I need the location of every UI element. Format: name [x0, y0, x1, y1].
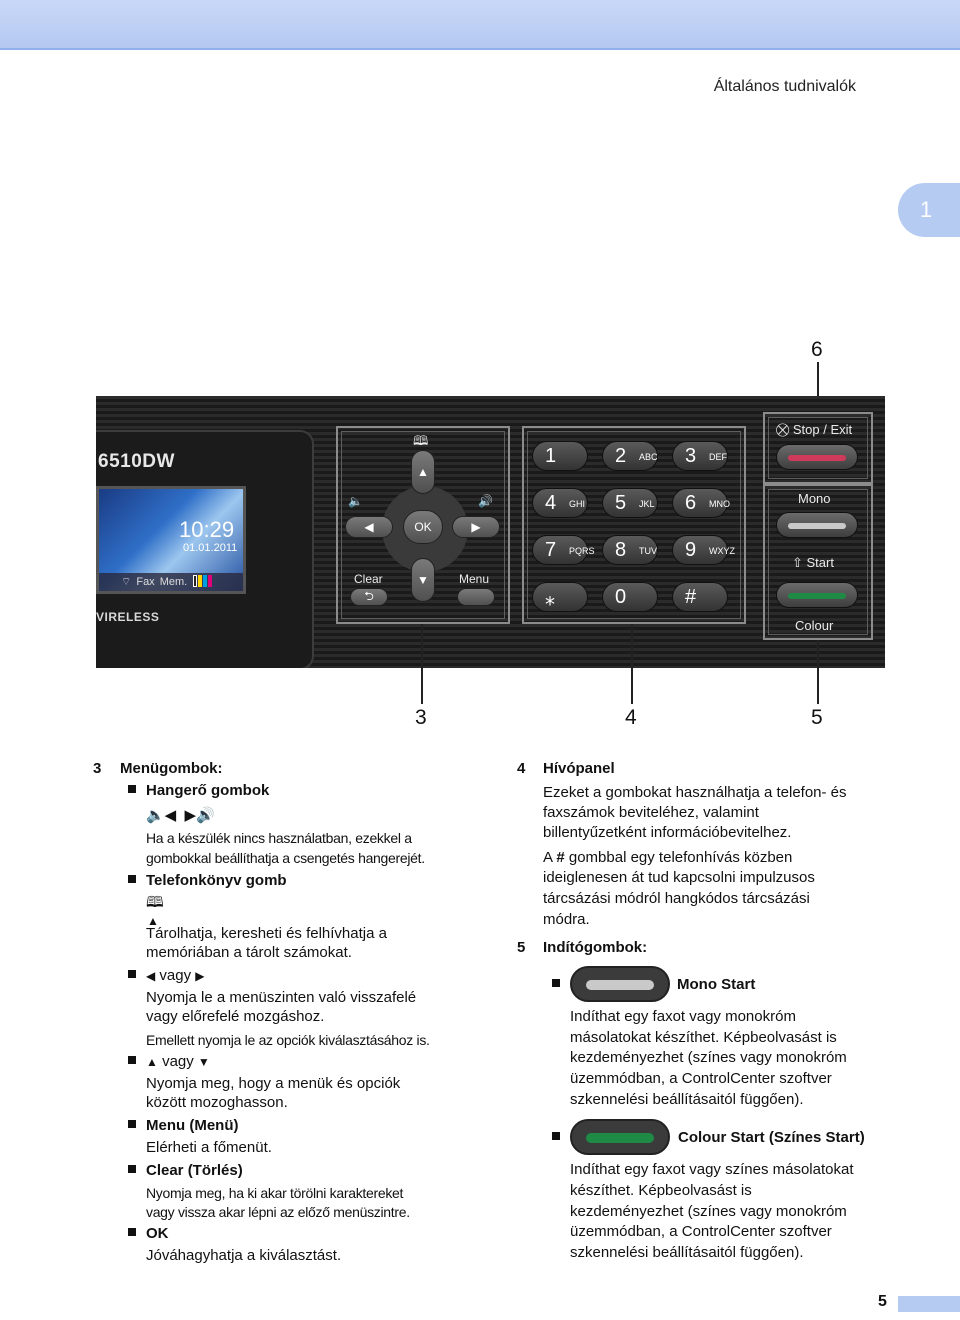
volume-icons: 🔈◀ ▶🔊 [146, 807, 215, 824]
lcd-fax-label: Fax [136, 576, 155, 588]
lcd-date: 01.01.2011 [183, 542, 238, 554]
model-label: 6510DW [98, 451, 175, 472]
s4-desc-2: faxszámok beviteléhez, valamint [543, 804, 759, 821]
mono-label: Mono [798, 491, 831, 506]
s4-desc-4: A # gombbal egy telefonhívás közben [543, 849, 793, 866]
keypad-key-2[interactable] [602, 441, 658, 471]
keypad-key-letters: PQRS [569, 546, 595, 556]
down-button[interactable]: ▼ [411, 558, 435, 602]
lcd-time: 10:29 [179, 517, 235, 542]
leftright-desc-3: Emellett nyomja le az opciók kiválasztásához is. [146, 1032, 430, 1048]
wireless-label: VIRELESS [96, 610, 160, 624]
colour-desc-1: Indíthat egy faxot vagy színes másolatokat [570, 1161, 854, 1178]
callout-4-line [631, 624, 633, 704]
right-button[interactable]: ▶ [452, 516, 500, 538]
keypad-key-1[interactable] [532, 441, 588, 471]
s4-desc-3: billentyűzetként információbevitelhez. [543, 824, 792, 841]
ok-item: OK [128, 1224, 169, 1244]
lcd-screen [96, 486, 246, 594]
updown-desc-2: között mozoghasson. [146, 1094, 288, 1111]
keypad-key-9[interactable] [672, 535, 735, 565]
clear-label: Clear [354, 572, 383, 586]
volume-desc-2: gombokkal beállíthatja a csengetés hangerejét. [146, 850, 425, 866]
keypad-key-number: 2 [615, 445, 627, 467]
s4-desc-6: tárcsázási módról hangkódos tárcsázási [543, 890, 810, 907]
keypad-key-number: # [685, 586, 697, 608]
colour-label: Colour [795, 618, 834, 633]
colour-bullet [552, 1128, 570, 1148]
ok-button[interactable]: OK [403, 510, 443, 544]
phonebook-desc-1: Tárolhatja, keresheti és felhívhatja a [146, 925, 387, 942]
page-number: 5 [878, 1293, 887, 1310]
callout-4: 4 [625, 706, 637, 729]
clear-desc-2: vagy vissza akar lépni az előző menüszintre. [146, 1204, 410, 1220]
keypad-key-12[interactable] [672, 582, 728, 612]
menu-button[interactable] [457, 588, 495, 606]
page-header-title: Általános tudnivalók [713, 78, 856, 95]
volume-desc-1: Ha a készülék nincs használatban, ezekkel a [146, 830, 412, 846]
keypad-key-5[interactable] [602, 488, 658, 518]
right-arrow-icon: ▶ [195, 969, 205, 983]
down-arrow-icon: ▼ [197, 1055, 210, 1069]
volume-down-icon: 🔈 [348, 494, 363, 508]
callout-6: 6 [811, 338, 823, 361]
keypad-key-letters: MNO [709, 499, 730, 509]
leftright-desc-2: vagy előrefelé mozgáshoz. [146, 1008, 325, 1025]
keypad-key-10[interactable] [532, 582, 588, 612]
clear-item: Clear (Törlés) [128, 1161, 243, 1181]
clear-button[interactable]: ⮌ [350, 588, 388, 606]
lcd-status-bar [99, 573, 243, 591]
chapter-tab: 1 [898, 183, 960, 237]
keypad-key-number: 0 [615, 586, 627, 608]
lcd-mem-label: Mem. [159, 576, 188, 588]
colour-desc-2: készíthet. Képbeolvasást is [570, 1182, 752, 1199]
keypad-key-11[interactable] [602, 582, 658, 612]
keypad-key-number: 8 [615, 539, 627, 561]
colour-start-title: Colour Start (Színes Start) [678, 1129, 865, 1146]
up-arrow-icon: ▲ [146, 1055, 158, 1069]
callout-3: 3 [415, 706, 427, 729]
updown-desc-1: Nyomja meg, hogy a menük és opciók [146, 1075, 401, 1092]
keypad-key-number: 5 [615, 492, 627, 514]
colour-desc-4: üzemmódban, a ControlCenter szoftver [570, 1223, 832, 1240]
start-icon: ⇧ [792, 555, 807, 570]
menu-label: Menu [459, 572, 490, 586]
mono-desc-2: másolatokat készíthet. Képbeolvasást is [570, 1029, 837, 1046]
keypad-key-letters: TUV [639, 546, 657, 556]
start-label: ⇧ Start [792, 555, 834, 570]
keypad-key-number: 6 [685, 492, 697, 514]
keypad-key-3[interactable] [672, 441, 728, 471]
colour-desc-3: kezdeményezhet (színes vagy monokróm [570, 1203, 847, 1220]
phonebook-desc-2: memóriában a tárolt számokat. [146, 944, 352, 961]
volume-up-icon: 🔊 [478, 494, 493, 508]
keypad-key-number: 3 [685, 445, 697, 467]
keypad-key-6[interactable] [672, 488, 728, 518]
clear-desc-1: Nyomja meg, ha ki akar törölni karaktereket [146, 1185, 404, 1201]
colour-start-button[interactable] [776, 582, 858, 608]
section-3-number: 3 [93, 760, 102, 777]
mono-bullet [552, 975, 570, 995]
ok-desc: Jóváhagyhatja a kiválasztást. [146, 1247, 342, 1264]
s4-desc-7: módra. [543, 911, 590, 928]
stop-exit-label: ⛒ Stop / Exit [776, 422, 853, 437]
keypad-key-letters: DEF [709, 452, 727, 462]
section-3-title: Menügombok: [120, 760, 223, 777]
keypad-key-number: ⁎ [545, 588, 555, 610]
keypad-key-letters: ABC [639, 452, 658, 462]
s4-desc-1: Ezeket a gombokat használhatja a telefon- és [543, 784, 847, 801]
callout-5: 5 [811, 706, 823, 729]
section-5-title: Indítógombok: [543, 939, 648, 956]
keypad-key-8[interactable] [602, 535, 658, 565]
stop-icon: ⛒ [776, 422, 793, 437]
keypad-key-number: 9 [685, 539, 697, 561]
mono-start-button-image [570, 966, 670, 1002]
keypad-key-letters: JKL [639, 499, 655, 509]
updown-item: ▲ vagy ▼ [128, 1052, 210, 1072]
left-arrow-icon: ◀ [146, 969, 156, 983]
keypad-key-number: 4 [545, 492, 557, 514]
keypad-key-4[interactable] [532, 488, 588, 518]
colour-start-button-image [570, 1119, 670, 1155]
up-button[interactable]: ▲ [411, 450, 435, 494]
mono-desc-1: Indíthat egy faxot vagy monokróm [570, 1008, 796, 1025]
menu-desc: Elérheti a főmenüt. [146, 1139, 272, 1156]
mono-desc-3: kezdeményezhet (színes vagy monokróm [570, 1049, 847, 1066]
section-5-number: 5 [517, 939, 526, 956]
mono-desc-4: üzemmódban, a ControlCenter szoftver [570, 1070, 832, 1087]
callout-5-line [817, 640, 819, 704]
wifi-icon: ⌔ [121, 576, 132, 588]
keypad-key-letters: GHI [569, 499, 586, 509]
keypad-key-number: 7 [545, 539, 557, 561]
mono-start-title: Mono Start [677, 976, 756, 993]
page-footer-band [898, 1296, 960, 1312]
ink-levels-icon [192, 575, 212, 590]
keypad-key-letters: WXYZ [709, 546, 735, 556]
leftright-desc-1: Nyomja le a menüszinten való visszafelé [146, 989, 417, 1006]
stop-exit-button[interactable] [776, 444, 858, 470]
mono-desc-5: szkennelési beállításaitól függően). [570, 1091, 804, 1108]
keypad-key-7[interactable] [532, 535, 595, 565]
volume-item: Hangerő gombok [128, 781, 269, 801]
section-4-number: 4 [517, 760, 526, 777]
section-4-title: Hívópanel [543, 760, 615, 777]
leftright-item: ◀ vagy ▶ [128, 966, 205, 986]
phonebook-up-icon: ▲ [147, 914, 159, 928]
keypad-key-number: 1 [545, 445, 557, 467]
mono-start-button[interactable] [776, 512, 858, 538]
s4-desc-5: ideiglenesen át tud kapcsolni impulzusos [543, 869, 815, 886]
menu-item: Menu (Menü) [128, 1116, 238, 1136]
callout-3-line [421, 624, 423, 704]
phonebook-book-icon: 🕮 [146, 894, 164, 911]
colour-desc-5: szkennelési beállításaitól függően). [570, 1244, 804, 1261]
phonebook-icon: 🕮 [413, 433, 429, 448]
phonebook-item: Telefonkönyv gomb [128, 871, 287, 891]
top-band [0, 0, 960, 50]
left-button[interactable]: ◀ [345, 516, 393, 538]
